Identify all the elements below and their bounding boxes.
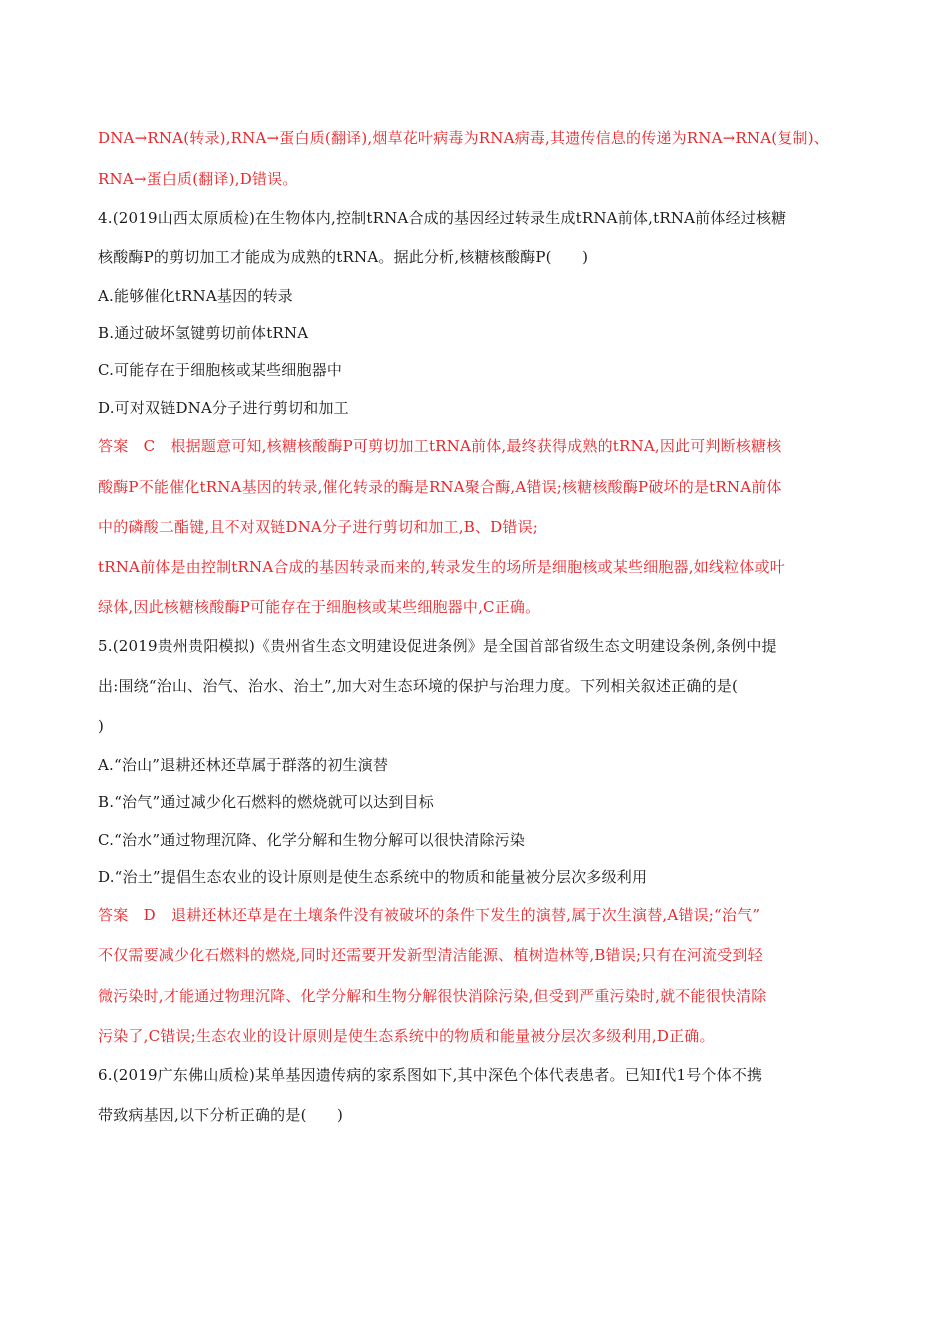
option-c: C.“治水”通过物理沉降、化学分解和生物分解可以很快清除污染 <box>98 831 526 849</box>
question-stem: 出:围绕“治山、治气、治水、治土”,加大对生态环境的保护与治理力度。下列相关叙述正确的是( <box>98 677 739 695</box>
option-d: D.“治土”提倡生态农业的设计原则是使生态系统中的物质和能量被分层次多级利用 <box>98 868 648 886</box>
question-stem: 带致病基因,以下分析正确的是( ) <box>98 1106 344 1124</box>
option-c: C.可能存在于细胞核或某些细胞器中 <box>98 361 343 379</box>
answer-text-line: DNA→RNA(转录),RNA→蛋白质(翻译),烟草花叶病毒为RNA病毒,其遗传信息的传递为RNA→RNA(复制)、 <box>98 129 829 147</box>
question-stem: 核酸酶P的剪切加工才能成为成熟的tRNA。据此分析,核糖核酸酶P( ) <box>98 248 589 266</box>
question-stem: 4.(2019山西太原质检)在生物体内,控制tRNA合成的基因经过转录生成tRNA前体,tRNA前体经过核糖 <box>98 209 787 227</box>
option-a: A.能够催化tRNA基因的转录 <box>98 287 293 305</box>
option-a: A.“治山”退耕还林还草属于群落的初生演替 <box>98 756 389 774</box>
option-b: B.通过破坏氢键剪切前体tRNA <box>98 324 309 342</box>
answer-explanation: 酸酶P不能催化tRNA基因的转录,催化转录的酶是RNA聚合酶,A错误;核糖核酸酶P破坏的是tRNA前体 <box>98 478 782 496</box>
answer-explanation: 微污染时,才能通过物理沉降、化学分解和生物分解很快消除污染,但受到严重污染时,就不能很快清除 <box>98 987 767 1005</box>
question-stem: ) <box>98 717 105 735</box>
answer-explanation: 中的磷酸二酯键,且不对双链DNA分子进行剪切和加工,B、D错误; <box>98 518 539 536</box>
answer-text-line: RNA→蛋白质(翻译),D错误。 <box>98 170 298 188</box>
question-stem: 6.(2019广东佛山质检)某单基因遗传病的家系图如下,其中深色个体代表患者。已知Ⅰ代1号个体不携 <box>98 1066 763 1084</box>
answer-explanation: 答案 D 退耕还林还草是在土壤条件没有被破坏的条件下发生的演替,属于次生演替,A错误;“治气” <box>98 906 761 924</box>
answer-explanation: tRNA前体是由控制tRNA合成的基因转录而来的,转录发生的场所是细胞核或某些细胞器,如线粒体或叶 <box>98 558 785 576</box>
question-stem: 5.(2019贵州贵阳模拟)《贵州省生态文明建设促进条例》是全国首部省级生态文明建设条例,条例中提 <box>98 637 777 655</box>
option-d: D.可对双链DNA分子进行剪切和加工 <box>98 399 349 417</box>
answer-explanation: 答案 C 根据题意可知,核糖核酸酶P可剪切加工tRNA前体,最终获得成熟的tRNA,因此可判断核糖核 <box>98 437 782 455</box>
answer-explanation: 不仅需要减少化石燃料的燃烧,同时还需要开发新型清洁能源、植树造林等,B错误;只有在河流受到轻 <box>98 946 763 964</box>
option-b: B.“治气”通过减少化石燃料的燃烧就可以达到目标 <box>98 793 434 811</box>
answer-explanation: 绿体,因此核糖核酸酶P可能存在于细胞核或某些细胞器中,C正确。 <box>98 598 541 616</box>
answer-explanation: 污染了,C错误;生态农业的设计原则是使生态系统中的物质和能量被分层次多级利用,D正确。 <box>98 1027 715 1045</box>
